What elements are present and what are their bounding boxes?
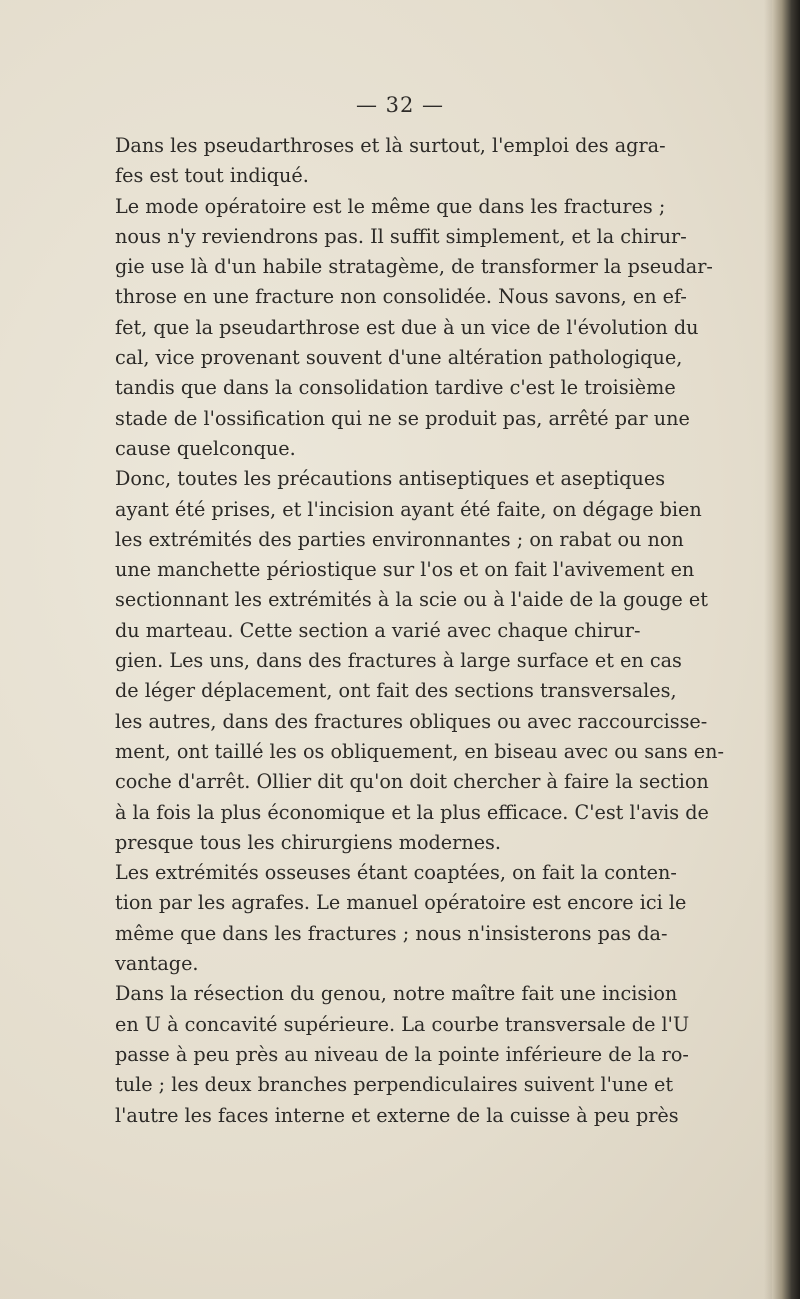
- text-line: gien. Les uns, dans des fractures à large surface et en cas: [115, 649, 682, 673]
- text-line: Le mode opératoire est le même que dans les fractures ;: [115, 194, 666, 218]
- page-number: — 32 —: [355, 93, 445, 117]
- text-line: tule ; les deux branches perpendiculaires suivent l'une et: [115, 1073, 674, 1097]
- text-line: throse en une fracture non consolidée. Nous savons, en ef-: [115, 285, 687, 309]
- text-line: nous n'y reviendrons pas. Il suffit simplement, et la chirur-: [115, 224, 687, 248]
- text-line: ayant été prises, et l'incision ayant été faite, on dégage bien: [115, 497, 702, 521]
- document-body: [84, 131, 766, 1131]
- text-line: tandis que dans la consolidation tardive c'est le troisième: [115, 376, 676, 400]
- text-line: presque tous les chirurgiens modernes.: [115, 830, 501, 854]
- paragraph-4: [84, 858, 766, 979]
- text-line: vantage.: [115, 952, 199, 976]
- text-line: à la fois la plus économique et la plus efficace. C'est l'avis de: [115, 800, 709, 824]
- text-line: Dans la résection du genou, notre maître fait une incision: [115, 982, 678, 1006]
- book-binding-edge: [772, 0, 800, 1299]
- text-line: cause quelconque.: [115, 436, 296, 460]
- text-line: fet, que la pseudarthrose est due à un vice de l'évolution du: [115, 315, 699, 339]
- text-line: les extrémités des parties environnantes ; on rabat ou non: [115, 527, 684, 551]
- text-line: cal, vice provenant souvent d'une altération pathologique,: [115, 346, 683, 370]
- text-line: ment, ont taillé les os obliquement, en biseau avec ou sans en-: [115, 739, 725, 763]
- text-line: fes est tout indiqué.: [115, 164, 309, 188]
- text-line: gie use là d'un habile stratagème, de transformer la pseudar-: [115, 255, 713, 279]
- text-line: stade de l'ossification qui ne se produit pas, arrêté par une: [115, 406, 690, 430]
- text-line: tion par les agrafes. Le manuel opératoire est encore ici le: [115, 891, 687, 915]
- text-line: en U à concavité supérieure. La courbe transversale de l'U: [115, 1012, 690, 1036]
- paragraph-1: [84, 131, 766, 192]
- text-line: Donc, toutes les précautions antiseptiques et aseptiques: [115, 467, 666, 491]
- text-line: une manchette périostique sur l'os et on fait l'avivement en: [115, 558, 695, 582]
- text-line: les autres, dans des fractures obliques ou avec raccourcisse-: [115, 709, 708, 733]
- paragraph-5: [84, 979, 766, 1130]
- paragraph-3: [84, 464, 766, 858]
- text-line: coche d'arrêt. Ollier dit qu'on doit chercher à faire la section: [115, 770, 709, 794]
- text-line: l'autre les faces interne et externe de la cuisse à peu près: [115, 1103, 679, 1127]
- text-line: de léger déplacement, ont fait des sections transversales,: [115, 679, 677, 703]
- text-line: passe à peu près au niveau de la pointe inférieure de la ro-: [115, 1042, 689, 1066]
- text-line: Dans les pseudarthroses et là surtout, l'emploi des agra-: [115, 134, 666, 157]
- text-line: sectionnant les extrémités à la scie ou à l'aide de la gouge et: [115, 588, 708, 612]
- text-line: Les extrémités osseuses étant coaptées, on fait la conten-: [115, 861, 677, 885]
- paragraph-2: [84, 192, 766, 465]
- text-line: du marteau. Cette section a varié avec chaque chirur-: [115, 618, 641, 642]
- text-line: même que dans les fractures ; nous n'insisterons pas da-: [115, 921, 668, 945]
